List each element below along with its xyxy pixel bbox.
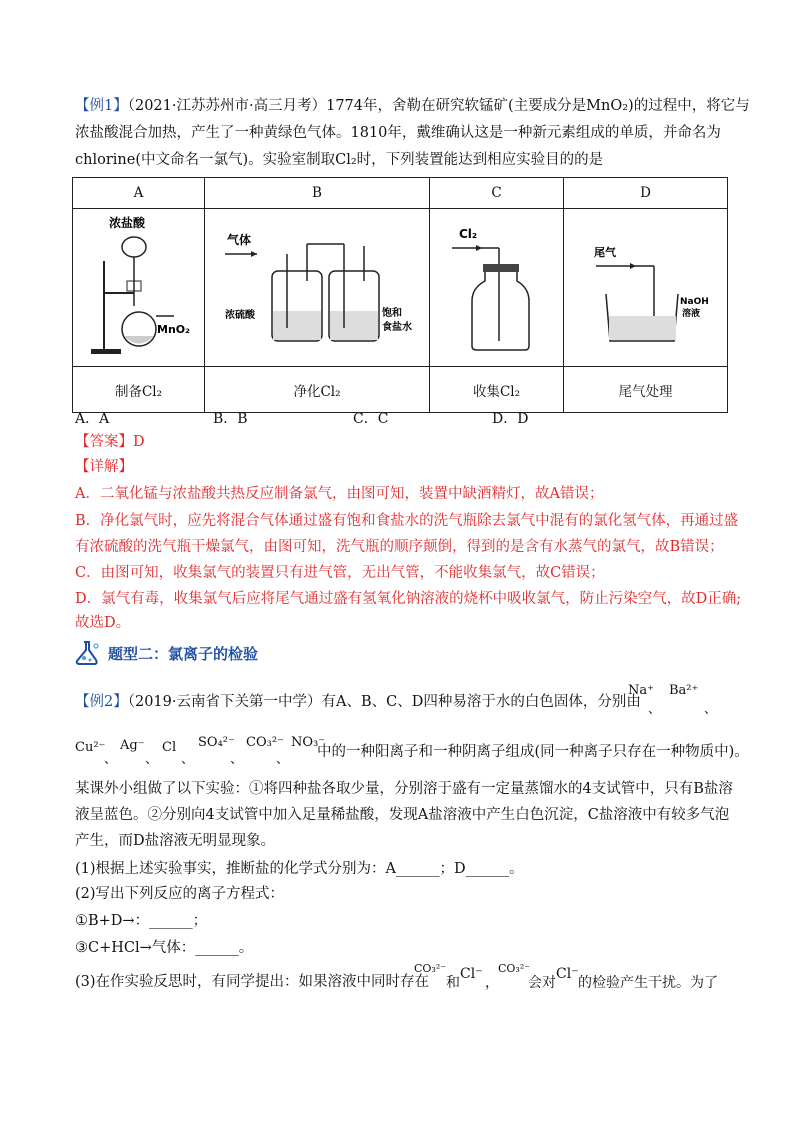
col-header-c: C [430,178,564,209]
caption-c: 收集Cl₂ [430,367,564,413]
ion-sep: 、 [145,752,159,767]
distillation-apparatus-icon [79,211,199,361]
gas-washing-bottles-icon [217,216,417,356]
ion-na: Na⁺ [628,683,654,698]
section-title [74,640,258,666]
question-1: (1)根据上述实验事实，推断盐的化学式分别为：A______；D______。 [75,861,524,877]
figure-d [564,209,728,367]
ion-cl-q3a: Cl⁻ [460,966,483,982]
gas-collecting-bottle-icon [437,216,557,356]
option-c[interactable]: C．C [353,411,389,427]
example2-line2: 中的一种阳离子和一种阴离子组成(同一种离子只存在一种物质中)。 [317,744,749,760]
ion-cl-q3b: Cl⁻ [556,966,579,982]
example-tag: 【例2】 [75,694,128,710]
ion-co3-q3a: CO₃²⁻ [414,962,447,975]
ion-sep: 、 [276,752,290,767]
svg-text:饱和: 饱和 [382,307,402,319]
ion-ba: Ba²⁺ [669,683,699,698]
svg-text:尾气: 尾气 [593,245,616,259]
ion-sep: 、 [230,752,244,767]
svg-text:Cl₂: Cl₂ [458,226,477,241]
svg-text:食盐水: 食盐水 [382,321,412,333]
ion-ag: Ag⁻ [120,738,145,753]
detail-line-2: B．净化氯气时，应先将混合气体通过盛有饱和食盐水的洗气瓶除去氯气中混有的氯化氢气体，再通过盛 [75,513,739,529]
example1-line3: chlorine(中文命名一氯气)。实验室制取Cl₂时，下列装置能达到相应实验目的的是 [75,152,604,168]
ion-cu: Cu²⁻ [75,740,106,755]
detail-line-1: A．二氧化锰与浓盐酸共热反应制备氯气，由图可知，装置中缺酒精灯，故A错误； [75,486,604,502]
flask-icon [74,640,102,666]
example2-line1: 【例2】（2019·云南省下关第一中学）有A、B、C、D四种易溶于水的白色固体，分别由 [75,694,641,710]
ion-sep: 、 [704,702,718,717]
ion-no3: NO₃⁻ [291,735,326,750]
detail-line-5: D．氯气有毒，收集氯气后应将尾气通过盛有氢氧化钠溶液的烧杯中吸收氯气，防止污染空气，故D正确; [75,591,742,607]
example1-line1: 【例1】（2021·江苏苏州市·高三月考）1774年，舍勒在研究软锰矿(主要成分是MnO₂)的过程中，将它与 [75,98,750,114]
example2-para-1: 某课外小组做了以下实验：①将四种盐各取少量，分别溶于盛有一定量蒸馏水的4支试管中，只有B盐溶 [75,781,733,797]
ion-co3: CO₃²⁻ [246,735,284,750]
detail-line-4: C．由图可知，收集氯气的装置只有进气管，无出气管，不能收集氯气，故C错误； [75,565,605,581]
figure-a [73,209,205,367]
ion-sep: 、 [104,752,118,767]
option-a[interactable]: A．A [75,411,110,427]
apparatus-table [72,177,728,413]
col-header-a: A [73,178,205,209]
col-header-d: D [564,178,728,209]
section-title-text: 题型二：氯离子的检验 [108,644,259,663]
example2-para-3: 产生，而D盐溶液无明显现象。 [75,833,276,849]
question-3: (3)在作实验反思时，有同学提出：如果溶液中同时存在 [75,974,430,990]
question-2: (2)写出下列反应的离子方程式： [75,886,285,902]
ion-co3-q3b: CO₃²⁻ [498,962,531,975]
svg-text:NaOH: NaOH [679,296,709,307]
svg-text:MnO₂: MnO₂ [156,322,190,336]
ion-sep: 、 [648,702,662,717]
caption-d: 尾气处理 [564,367,728,413]
q3-and: 和 [446,975,460,991]
svg-text:浓盐酸: 浓盐酸 [108,215,145,230]
detail-line-3: 有浓硫酸的洗气瓶干燥氯气，由图可知，洗气瓶的顺序颠倒，得到的是含有水蒸气的氯气，故B错误； [75,539,724,555]
svg-text:浓硫酸: 浓硫酸 [225,309,255,321]
svg-text:溶液: 溶液 [681,308,700,319]
example2-para-2: 液呈蓝色。②分别向4支试管中加入足量稀盐酸，发现A盐溶液中产生白色沉淀，C盐溶液中有较多气泡 [75,807,730,823]
example-tag: 【例1】 [75,98,128,114]
detail-label: 【详解】 [75,459,133,475]
question-2a: ①B+D→：______； [75,913,208,929]
question-2b: ③C+HCl→气体：______。 [75,940,254,956]
caption-a: 制备Cl₂ [73,367,205,413]
ion-cl: Cl [162,740,177,755]
ion-sep: 、 [181,752,195,767]
q3-will: 会对 [528,975,556,991]
detail-line-6: 故选D。 [75,615,131,631]
caption-b: 净化Cl₂ [205,367,430,413]
option-d[interactable]: D．D [492,411,529,427]
col-header-b: B [205,178,430,209]
q3-comma: ， [485,975,499,991]
example1-line2: 浓盐酸混合加热，产生了一种黄绿色气体。1810年，戴维确认这是一种新元素组成的单质，并命名为 [75,125,721,141]
svg-text:气体: 气体 [227,232,252,247]
figure-b [205,209,430,367]
beaker-absorption-icon [576,216,716,356]
option-b[interactable]: B．B [213,411,248,427]
answer: 【答案】D [75,434,145,450]
figure-c [430,209,564,367]
q3-tail: 的检验产生干扰。为了 [578,975,718,991]
ion-so4: SO₄²⁻ [198,735,235,750]
